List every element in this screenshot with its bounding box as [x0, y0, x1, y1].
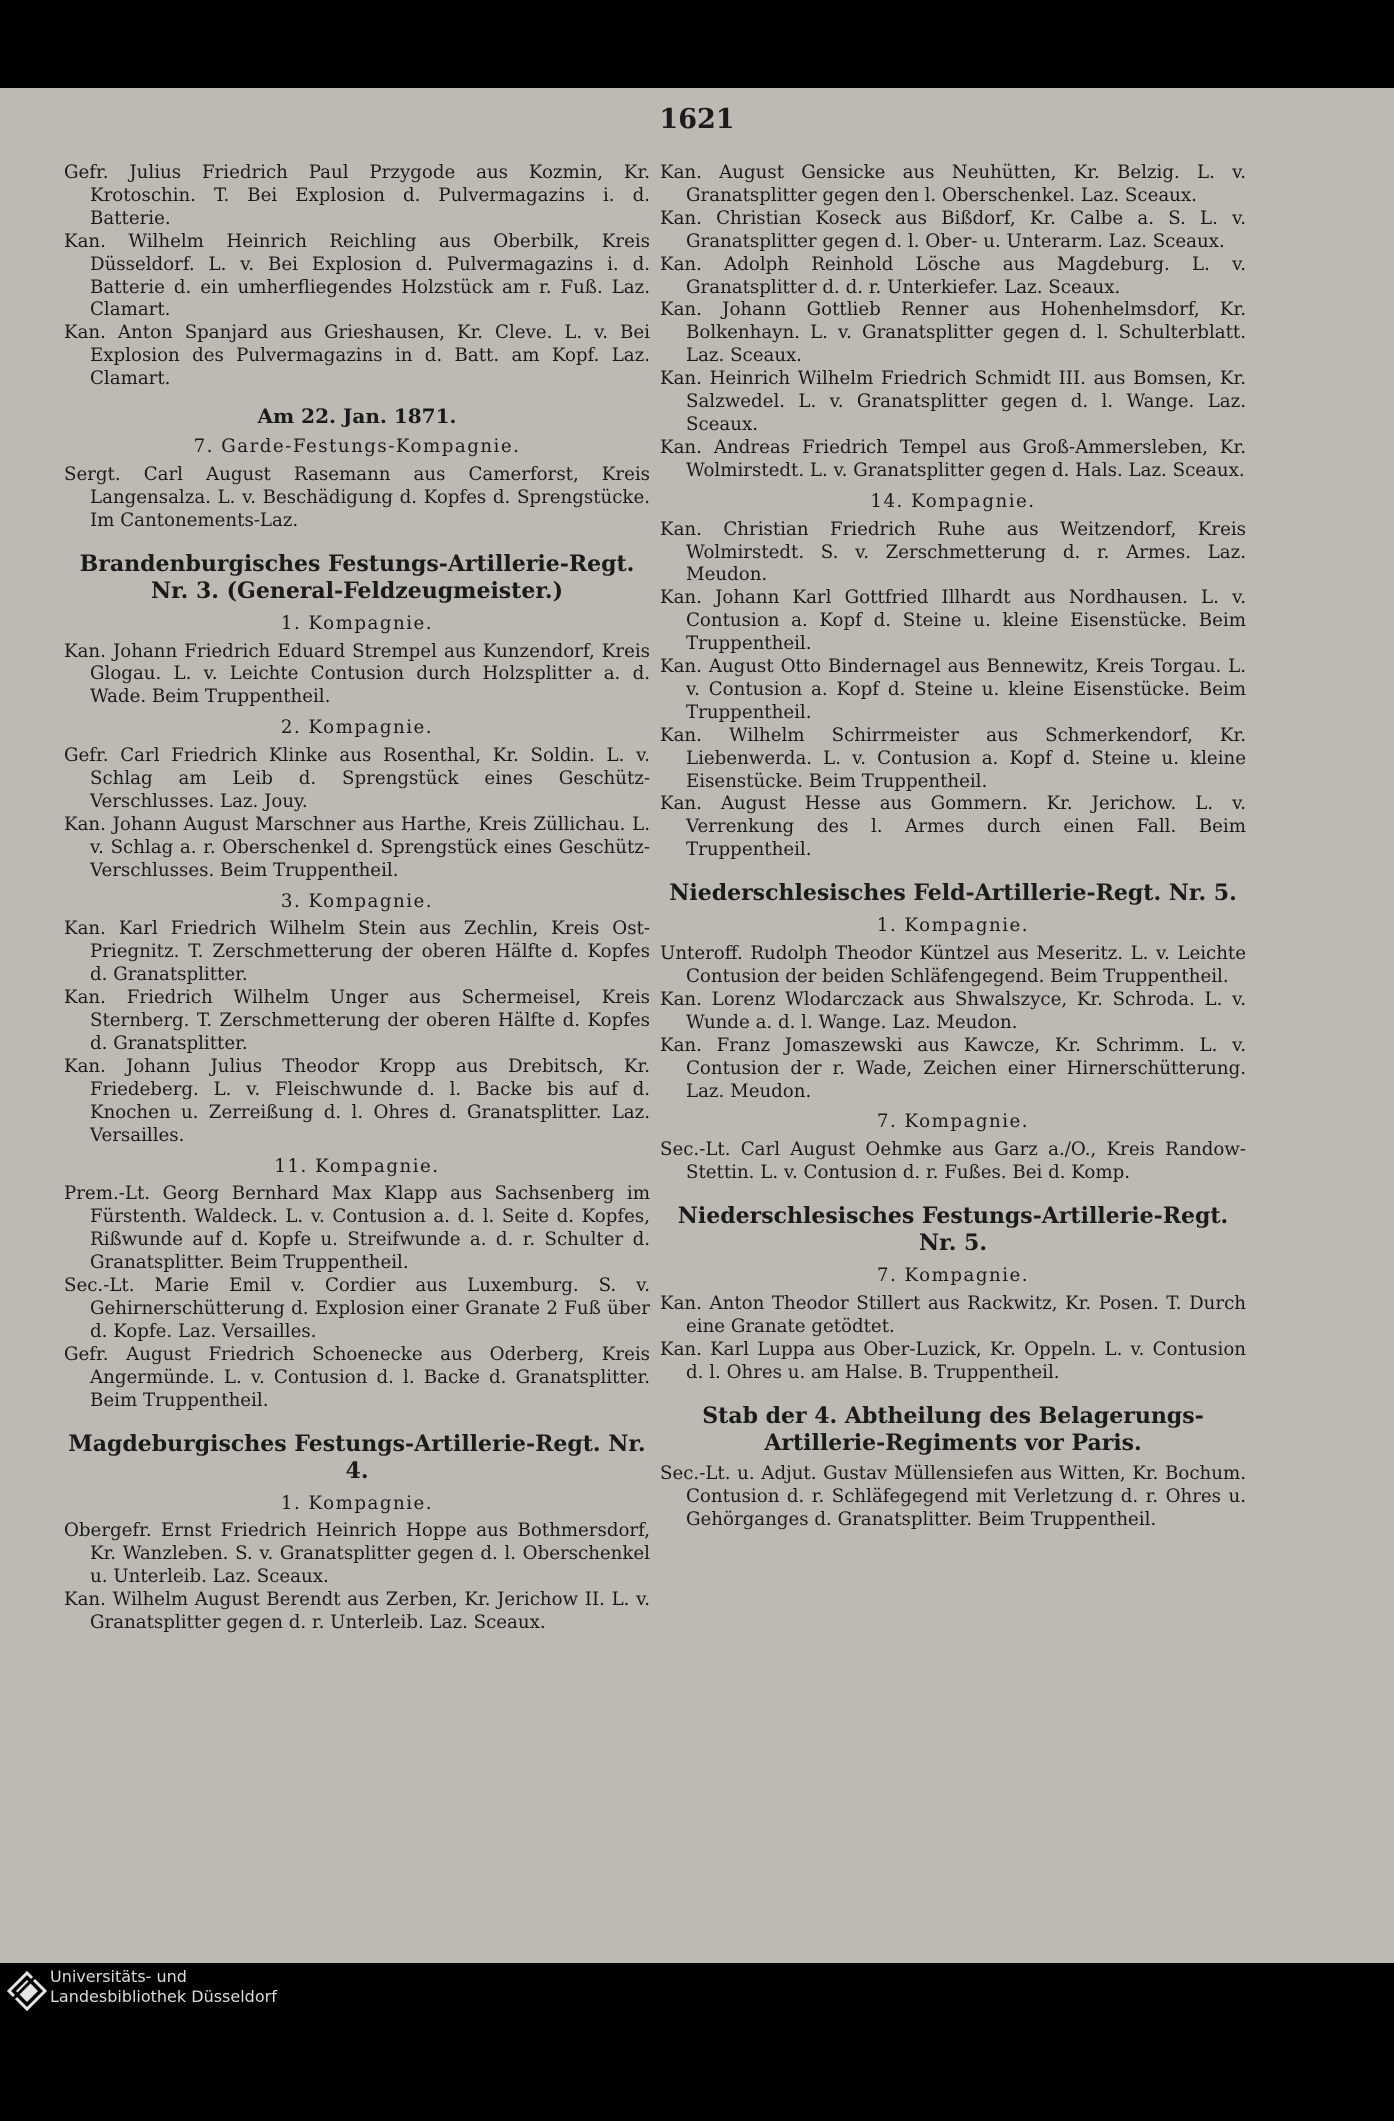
casualty-entry: Kan. Lorenz Wlodarczack aus Shwalszyce, Kr. Schroda. L. v. Wunde a. d. l. Wange. Laz. Meudon. [660, 988, 1246, 1033]
date-heading: Am 22. Jan. 1871. [257, 404, 457, 429]
casualty-entry: Kan. Wilhelm Heinrich Reichling aus Oberbilk, Kreis Düsseldorf. L. v. Bei Explosion d. Pulvermagazins i. d. Batterie d. ein umherfliegendes Holzstück am r. Fuß. Laz. Clamart. [64, 230, 650, 321]
casualty-entry: Kan. Anton Spanjard aus Grieshausen, Kr. Cleve. L. v. Bei Explosion des Pulvermagazins in d. Batt. am Kopf. Laz. Clamart. [64, 322, 650, 390]
company-heading: 7. Garde-Festungs-Kompagnie. [193, 435, 521, 457]
casualty-entry: Kan. Johann Friedrich Eduard Strempel aus Kunzendorf, Kreis Glogau. L. v. Leichte Contusion durch Holzsplitter a. d. Wade. Beim Truppentheil. [64, 640, 650, 708]
casualty-entry: Gefr. August Friedrich Schoenecke aus Oderberg, Kreis Angermünde. L. v. Contusion d. l. Backe d. Granatsplitter. Beim Truppentheil. [64, 1343, 650, 1411]
casualty-entry: Sec.-Lt. u. Adjut. Gustav Müllensiefen aus Witten, Kr. Bochum. Contusion d. r. Schläfegegend mit Verletzung d. r. Ohres u. Gehörganges d. Granatsplitter. Beim Truppentheil. [660, 1462, 1246, 1530]
company-heading: 3. Kompagnie. [280, 890, 434, 912]
regiment-heading: Magdeburgisches Festungs-Artillerie-Regt. Nr. 4. [68, 1430, 646, 1484]
company-heading: 7. Kompagnie. [876, 1111, 1030, 1133]
casualty-entry: Kan. Johann August Marschner aus Harthe, Kreis Züllichau. L. v. Schlag a. r. Oberschenkel d. Sprengstück eines Geschütz-Verschlusses. Beim Truppentheil. [64, 813, 650, 881]
company-heading: 1. Kompagnie. [280, 612, 434, 634]
casualty-entry: Kan. Anton Theodor Stillert aus Rackwitz, Kr. Posen. T. Durch eine Granate getödtet. [660, 1293, 1246, 1337]
casualty-entry: Unteroff. Rudolph Theodor Küntzel aus Meseritz. L. v. Leichte Contusion der beiden Schläfengegend. Beim Truppentheil. [660, 943, 1246, 987]
regiment-heading: Niederschlesisches Feld-Artillerie-Regt. Nr. 5. [669, 880, 1237, 907]
library-name-line2: Landesbibliothek Düsseldorf [50, 1987, 277, 2006]
casualty-entry: Kan. Heinrich Wilhelm Friedrich Schmidt III. aus Bomsen, Kr. Salzwedel. L. v. Granatsplitter gegen d. l. Wange. Laz. Sceaux. [660, 368, 1246, 435]
company-heading: 1. Kompagnie. [280, 1492, 434, 1514]
casualty-entry: Prem.-Lt. Georg Bernhard Max Klapp aus Sachsenberg im Fürstenth. Waldeck. L. v. Contusion a. d. l. Seite d. Kopfes, Rißwunde auf d. Kopfe u. Streifwunde a. d. r. Schulter d. Granatsplitter. Beim Truppentheil. [64, 1183, 650, 1274]
regiment-heading: Niederschlesisches Festungs-Artillerie-Regt. Nr. 5. [677, 1203, 1229, 1257]
casualty-entry: Kan. Andreas Friedrich Tempel aus Groß-Ammersleben, Kr. Wolmirstedt. L. v. Granatsplitter gegen d. Hals. Laz. Sceaux. [660, 436, 1246, 481]
casualty-entry: Sec.-Lt. Marie Emil v. Cordier aus Luxemburg. S. v. Gehirnerschütterung d. Explosion einer Granate 2 Fuß über d. Kopfe. Laz. Versailles. [64, 1275, 650, 1342]
company-heading: 2. Kompagnie. [280, 717, 434, 739]
casualty-entry: Sec.-Lt. Carl August Oehmke aus Garz a./O., Kreis Randow-Stettin. L. v. Contusion d. r. Fußes. Bei d. Komp. [660, 1139, 1246, 1184]
company-heading: 1. Kompagnie. [876, 915, 1030, 937]
casualty-entry: Gefr. Julius Friedrich Paul Przygode aus Kozmin, Kr. Krotoschin. T. Bei Explosion d. Pulvermagazins i. d. Batterie. [64, 162, 650, 229]
casualty-entry: Gefr. Carl Friedrich Klinke aus Rosenthal, Kr. Soldin. L. v. Schlag am Leib d. Sprengstück eines Geschütz-Verschlusses. Laz. Jouy. [64, 745, 650, 812]
right-column [660, 162, 1246, 1531]
company-heading: 14. Kompagnie. [870, 490, 1036, 512]
regiment-heading: Stab der 4. Abtheilung des Belagerungs-Artillerie-Regiments vor Paris. [702, 1402, 1204, 1456]
casualty-entry: Kan. August Otto Bindernagel aus Bennewitz, Kreis Torgau. L. v. Contusion a. Kopf d. Steine u. kleine Eisenstücke. Beim Truppentheil. [660, 656, 1246, 723]
casualty-entry: Kan. Karl Luppa aus Ober-Luzick, Kr. Oppeln. L. v. Contusion d. l. Ohres u. am Halse. B. Truppentheil. [660, 1338, 1246, 1383]
casualty-entry: Obergefr. Ernst Friedrich Heinrich Hoppe aus Bothmersdorf, Kr. Wanzleben. S. v. Granatsplitter gegen d. l. Oberschenkel u. Unterleib. Laz. Sceaux. [64, 1520, 650, 1588]
company-heading: 7. Kompagnie. [876, 1265, 1030, 1287]
casualty-entry: Kan. Christian Friedrich Ruhe aus Weitzendorf, Kreis Wolmirstedt. S. v. Zerschmetterung d. r. Armes. Laz. Meudon. [660, 518, 1246, 586]
regiment-heading: Brandenburgisches Festungs-Artillerie-Regt. Nr. 3. (General-Feldzeugmeister.) [79, 550, 635, 604]
casualty-entry: Kan. Christian Koseck aus Bißdorf, Kr. Calbe a. S. L. v. Granatsplitter gegen d. l. Ober- u. Unterarm. Laz. Sceaux. [660, 207, 1246, 252]
casualty-entry: Kan. Franz Jomaszewski aus Kawcze, Kr. Schrimm. L. v. Contusion der r. Wade, Zeichen einer Hirnerschütterung. Laz. Meudon. [660, 1034, 1246, 1102]
casualty-entry: Kan. Johann Gottlieb Renner aus Hohenhelmsdorf, Kr. Bolkenhayn. L. v. Granatsplitter gegen d. l. Schulterblatt. Laz. Sceaux. [660, 299, 1246, 367]
casualty-entry: Sergt. Carl August Rasemann aus Camerforst, Kreis Langensalza. L. v. Beschädigung d. Kopfes d. Sprengstücke. Im Cantonements-Laz. [64, 463, 650, 531]
casualty-entry: Kan. Johann Julius Theodor Kropp aus Drebitsch, Kr. Friedeberg. L. v. Fleischwunde d. l. Backe bis auf d. Knochen u. Zerreißung d. l. Ohres d. Granatsplitter. Laz. Versailles. [64, 1055, 650, 1146]
library-name [50, 1967, 277, 2007]
casualty-entry: Kan. Johann Karl Gottfried Illhardt aus Nordhausen. L. v. Contusion a. Kopf d. Steine u. kleine Eisenstücke. Beim Truppentheil. [660, 587, 1246, 655]
casualty-entry: Kan. August Gensicke aus Neuhütten, Kr. Belzig. L. v. Granatsplitter gegen den l. Oberschenkel. Laz. Sceaux. [660, 162, 1246, 206]
company-heading: 11. Kompagnie. [274, 1155, 440, 1177]
library-logo-icon [6, 1970, 48, 2012]
left-column [64, 162, 650, 1635]
page-number: 1621 [659, 104, 735, 135]
casualty-entry: Kan. August Hesse aus Gommern. Kr. Jerichow. L. v. Verrenkung des l. Armes durch einen Fall. Beim Truppentheil. [660, 793, 1246, 861]
casualty-entry: Kan. Friedrich Wilhelm Unger aus Schermeisel, Kreis Sternberg. T. Zerschmetterung der oberen Hälfte d. Kopfes d. Granatsplitter. [64, 987, 650, 1054]
casualty-entry: Kan. Wilhelm August Berendt aus Zerben, Kr. Jerichow II. L. v. Granatsplitter gegen d. r. Unterleib. Laz. Sceaux. [64, 1589, 650, 1634]
casualty-entry: Kan. Adolph Reinhold Lösche aus Magdeburg. L. v. Granatsplitter d. d. r. Unterkiefer. Laz. Sceaux. [660, 253, 1246, 298]
casualty-entry: Kan. Karl Friedrich Wilhelm Stein aus Zechlin, Kreis Ost-Priegnitz. T. Zerschmetterung der oberen Hälfte d. Kopfes d. Granatsplitter. [64, 918, 650, 986]
library-name-line1: Universitäts- und [50, 1967, 187, 1986]
casualty-entry: Kan. Wilhelm Schirrmeister aus Schmerkendorf, Kr. Liebenwerda. L. v. Contusion a. Kopf d. Steine u. kleine Eisenstücke. Beim Truppentheil. [660, 724, 1246, 792]
